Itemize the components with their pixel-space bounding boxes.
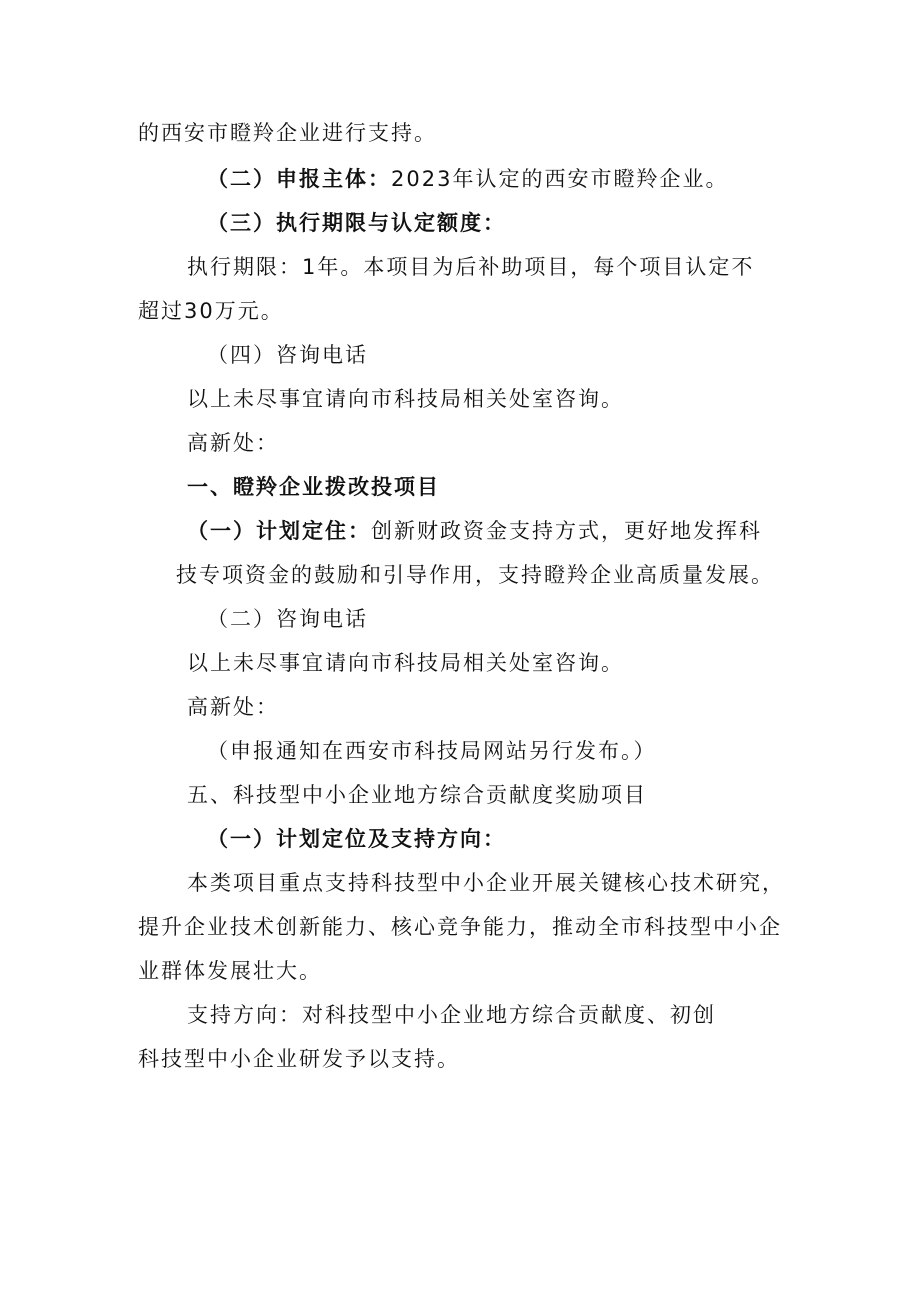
paragraph-line [187, 252, 754, 282]
major-section-heading [187, 780, 647, 810]
paragraph-line [187, 428, 279, 458]
line-text: （四）咨询电话 [207, 343, 368, 367]
line-text: 超过30万元。 [138, 299, 284, 323]
paragraph-line [176, 560, 774, 590]
section-heading-body: 创新财政资金支持方式，更好地发挥科 [371, 519, 762, 543]
section-plan-positioning [187, 516, 762, 546]
paragraph-line [138, 118, 437, 148]
paragraph-line [187, 648, 624, 678]
line-text: 支持方向：对科技型中小企业地方综合贡献度、初创 [187, 1003, 716, 1027]
paragraph-line [187, 1000, 716, 1030]
line-text: 高新处： [187, 695, 279, 719]
line-text: （一）计划定位及支持方向： [207, 827, 506, 851]
line-text: 技专项资金的鼓励和引导作用，支持瞪羚企业高质量发展。 [176, 563, 774, 587]
section-heading [207, 824, 506, 854]
section-heading [207, 340, 368, 370]
line-text: （二）咨询电话 [207, 607, 368, 631]
line-text: 业群体发展壮大。 [138, 959, 322, 983]
paragraph-line [187, 384, 624, 414]
paragraph-line [207, 736, 657, 766]
line-text: （三）执行期限与认定额度： [207, 211, 506, 235]
line-text: 高新处： [187, 431, 279, 455]
line-text: （申报通知在西安市科技局网站另行发布。） [207, 739, 657, 763]
line-text: 一、瞪羚企业拨改投项目 [187, 475, 440, 499]
line-text: 执行期限：1年。本项目为后补助项目，每个项目认定不 [187, 255, 755, 279]
section-heading-lead: （一）计划定住： [187, 519, 371, 543]
section-heading [207, 604, 368, 634]
section-declaration-subject [207, 164, 728, 194]
line-text: 本类项目重点支持科技型中小企业开展关键核心技术研究， [187, 871, 785, 895]
major-section-heading [187, 472, 440, 502]
paragraph-line [187, 868, 785, 898]
paragraph-line [187, 692, 279, 722]
line-text: 五、科技型中小企业地方综合贡献度奖励项目 [187, 783, 647, 807]
paragraph-line [138, 1044, 460, 1074]
line-text: 以上未尽事宜请向市科技局相关处室咨询。 [187, 651, 624, 675]
section-heading-lead: （二）申报主体： [207, 167, 391, 191]
paragraph-line [138, 296, 284, 326]
line-text: 以上未尽事宜请向市科技局相关处室咨询。 [187, 387, 624, 411]
line-text: 的西安市瞪羚企业进行支持。 [138, 121, 437, 145]
section-heading [207, 208, 506, 238]
paragraph-line [138, 956, 322, 986]
line-text: 提升企业技术创新能力、核心竞争能力，推动全市科技型中小企 [138, 915, 782, 939]
section-heading-body: 2023年认定的西安市瞪羚企业。 [391, 167, 729, 191]
line-text: 科技型中小企业研发予以支持。 [138, 1047, 460, 1071]
paragraph-line [138, 912, 782, 942]
